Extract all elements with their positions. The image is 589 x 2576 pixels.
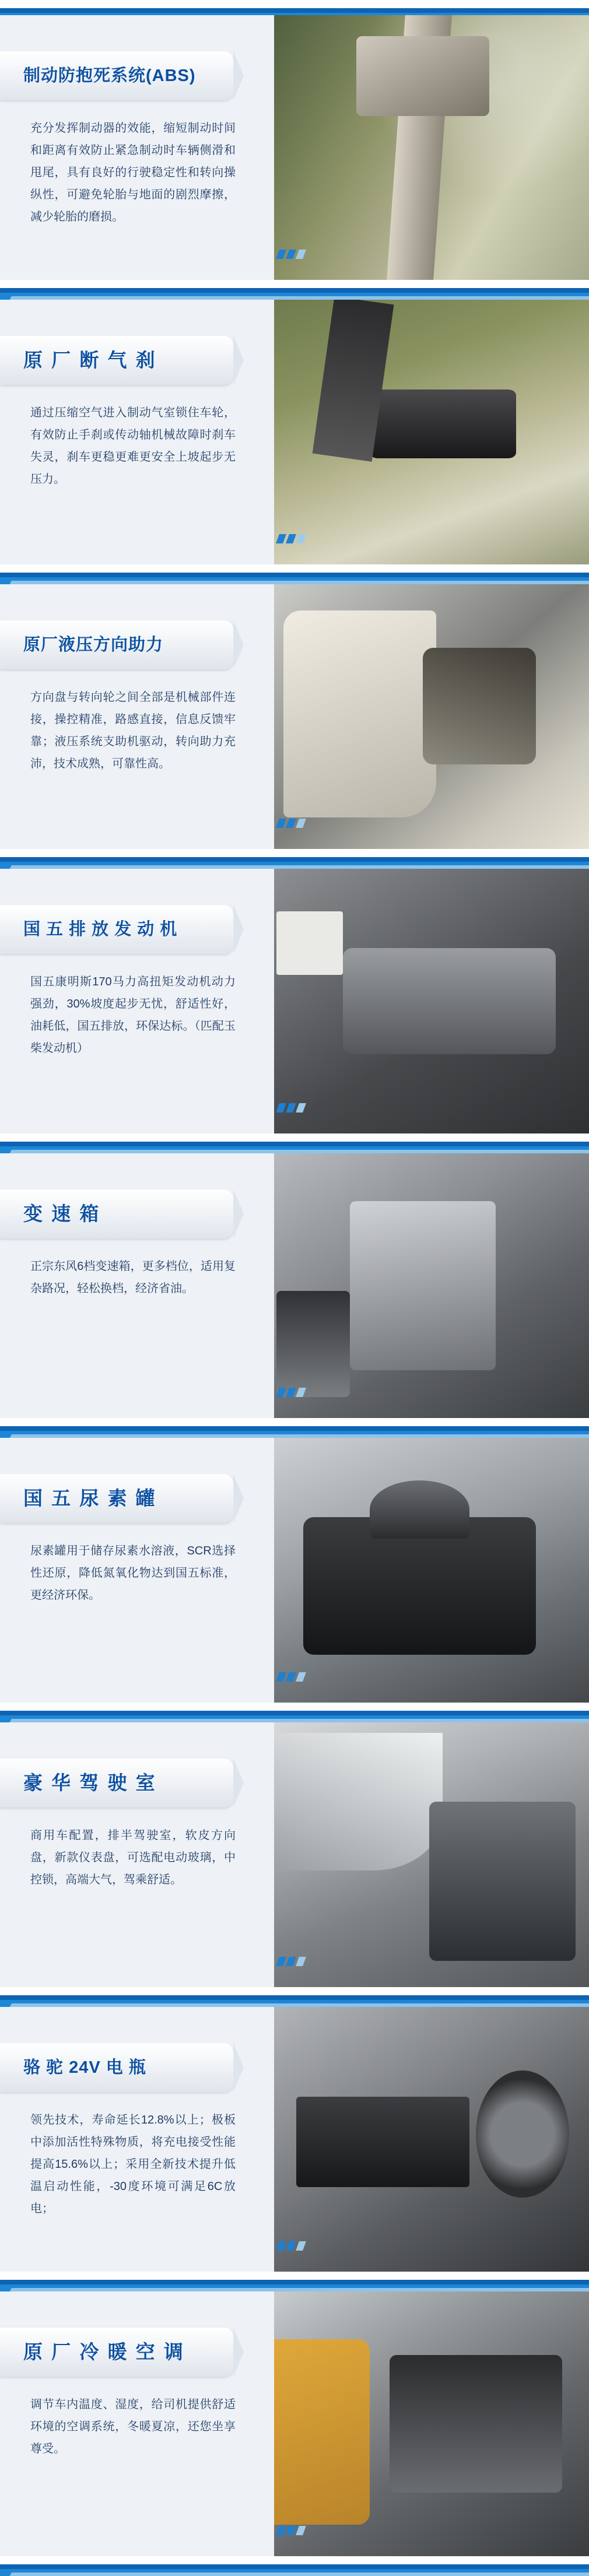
engine-photo <box>257 869 589 1133</box>
feature-text-panel <box>0 2007 274 2272</box>
gearbox-photo <box>257 1153 589 1418</box>
hose-decor <box>333 2291 507 2413</box>
feature-description: 方向盘与转向轮之间全部是机械部件连接，操控精准，路感直接，信息反馈牢靠；液压系统支助机驱动，转向助力充沛，技术成熟，可靠性高。 <box>30 691 236 770</box>
feature-text-panel <box>0 1153 274 1418</box>
feature-description: 正宗东风6档变速箱，更多档位，适用复杂路况，轻松换档，经济省油。 <box>30 1260 236 1295</box>
slash-2 <box>286 1388 296 1397</box>
feature-text-panel <box>0 1722 274 1987</box>
feature-text-panel <box>0 300 274 564</box>
abs-brake-photo <box>257 15 589 280</box>
feature-description: 国五康明斯170马力高扭矩发动机动力强劲，30%坡度起步无忧，舒适性好，油耗低，国五排放，环保达标。（匹配玉柴发动机） <box>30 975 236 1055</box>
feature-text-panel <box>0 869 274 1133</box>
feature-description: 充分发挥制动器的效能，缩短制动时间和距离有效防止紧急制动时车辆侧滑和甩尾，具有良好的行驶稳定性和转向操纵性，可避免轮胎与地面的剧烈摩擦，减少轮胎的磨损。 <box>30 122 236 223</box>
slash-1 <box>276 534 286 543</box>
hose-decor <box>333 15 507 136</box>
feature-title: 国 五 尿 素 罐 <box>23 1487 157 1509</box>
band-stripe-light <box>0 2573 589 2576</box>
slash-decor-icon <box>278 1672 304 1682</box>
feature-text-panel <box>0 2291 274 2556</box>
divider-band <box>0 1987 589 2007</box>
slash-decor-icon <box>278 819 304 828</box>
photo-image <box>257 15 589 280</box>
slash-1 <box>276 2526 286 2535</box>
feature-section-battery <box>0 2007 589 2272</box>
feature-section-gearbox <box>0 1153 589 1418</box>
slash-2 <box>286 1103 296 1112</box>
slash-1 <box>276 819 286 828</box>
hose-decor <box>333 300 507 421</box>
slash-1 <box>276 1388 286 1397</box>
slash-decor-icon <box>278 2241 304 2251</box>
divider-band <box>0 1133 589 1153</box>
slash-decor-icon <box>278 2526 304 2535</box>
slash-decor-icon <box>278 1103 304 1112</box>
feature-section-urea-tank <box>0 1438 589 1703</box>
feature-title: 国 五 排 放 发 动 机 <box>23 920 178 939</box>
slash-1 <box>276 250 286 259</box>
top-divider-band <box>0 0 589 15</box>
photo-image <box>257 300 589 564</box>
feature-title-wrap <box>0 336 251 387</box>
feature-section-cab <box>0 1722 589 1987</box>
air-brake-photo <box>257 300 589 564</box>
hose-decor <box>333 869 507 990</box>
slash-2 <box>286 1672 296 1682</box>
slash-1 <box>276 1957 286 1966</box>
feature-description: 尿素罐用于储存尿素水溶液，SCR选择性还原，降低氮氧化物达到国五标准，更经济环保。 <box>30 1545 236 1602</box>
feature-description: 通过压缩空气进入制动气室锁住车轮，有效防止手刹或传动轴机械故障时刹车失灵，刹车更稳更难更安全上坡起步无压力。 <box>30 406 236 486</box>
feature-text-panel <box>0 584 274 849</box>
photo-image <box>257 869 589 1133</box>
feature-title-wrap <box>0 51 251 103</box>
feature-title-wrap <box>0 1189 251 1241</box>
feature-title: 骆 驼 24V 电 瓶 <box>23 2058 146 2077</box>
photo-image <box>257 2291 589 2556</box>
slash-2 <box>286 534 296 543</box>
divider-band <box>0 1703 589 1722</box>
feature-section-air-brake <box>0 300 589 564</box>
air-conditioner-photo <box>257 2291 589 2556</box>
photo-image <box>257 1722 589 1987</box>
divider-band <box>0 280 589 300</box>
slash-1 <box>276 2241 286 2251</box>
slash-decor-icon <box>278 1388 304 1397</box>
slash-2 <box>286 2526 296 2535</box>
photo-image <box>257 1153 589 1418</box>
divider-band <box>0 1418 589 1438</box>
feature-title: 原 厂 冷 暖 空 调 <box>23 2341 185 2363</box>
slash-decor-icon <box>278 250 304 259</box>
slash-2 <box>286 819 296 828</box>
feature-title: 变 速 箱 <box>23 1203 101 1224</box>
feature-title: 制动防抱死系统(ABS) <box>23 66 196 85</box>
feature-title-wrap <box>0 1759 251 1810</box>
feature-title: 豪 华 驾 驶 室 <box>23 1772 157 1794</box>
slash-2 <box>286 1957 296 1966</box>
sections-container <box>0 15 589 2576</box>
feature-title-wrap <box>0 2043 251 2094</box>
feature-title-wrap <box>0 620 251 672</box>
power-steering-photo <box>257 584 589 849</box>
feature-title: 原 厂 断 气 刹 <box>23 349 157 371</box>
hose-decor <box>333 1722 507 1844</box>
feature-text-panel <box>0 1438 274 1703</box>
slash-2 <box>286 2241 296 2251</box>
hose-decor <box>333 584 507 706</box>
feature-title: 原厂液压方向助力 <box>23 636 164 654</box>
feature-section-air-conditioner <box>0 2291 589 2556</box>
slash-decor-icon <box>278 534 304 543</box>
hose-decor <box>333 2007 507 2128</box>
urea-tank-photo <box>257 1438 589 1703</box>
photo-image <box>257 1438 589 1703</box>
feature-section-engine <box>0 869 589 1133</box>
slash-1 <box>276 1103 286 1112</box>
hose-decor <box>333 1153 507 1275</box>
hose-decor <box>333 1438 507 1559</box>
feature-section-abs <box>0 15 589 280</box>
feature-description: 领先技术，寿命延长12.8%以上；极板中添加活性特殊物质，将充电接受性能提高15.6%以上；采用全新技术提升低温启动性能，-30度环境可满足6C放电； <box>30 2114 236 2215</box>
slash-1 <box>276 1672 286 1682</box>
feature-description: 商用车配置，排半驾驶室，软皮方向盘，新款仪表盘，可选配电动玻璃，中控锁，高端大气，驾乘舒适。 <box>30 1829 236 1886</box>
divider-band <box>0 564 589 584</box>
battery-photo <box>257 2007 589 2272</box>
feature-title-wrap <box>0 1474 251 1525</box>
cab-photo <box>257 1722 589 1987</box>
divider-band <box>0 849 589 869</box>
divider-band <box>0 2556 589 2576</box>
photo-image <box>257 584 589 849</box>
feature-title-wrap <box>0 905 251 956</box>
divider-band <box>0 2272 589 2291</box>
feature-text-panel <box>0 15 274 280</box>
feature-description: 调节车内温度、湿度，给司机提供舒适环境的空调系统，冬暖夏凉，还您坐享尊受。 <box>30 2398 236 2455</box>
slash-2 <box>286 250 296 259</box>
feature-title-wrap <box>0 2328 251 2379</box>
photo-image <box>257 2007 589 2272</box>
slash-decor-icon <box>278 1957 304 1966</box>
feature-section-power-steering <box>0 584 589 849</box>
